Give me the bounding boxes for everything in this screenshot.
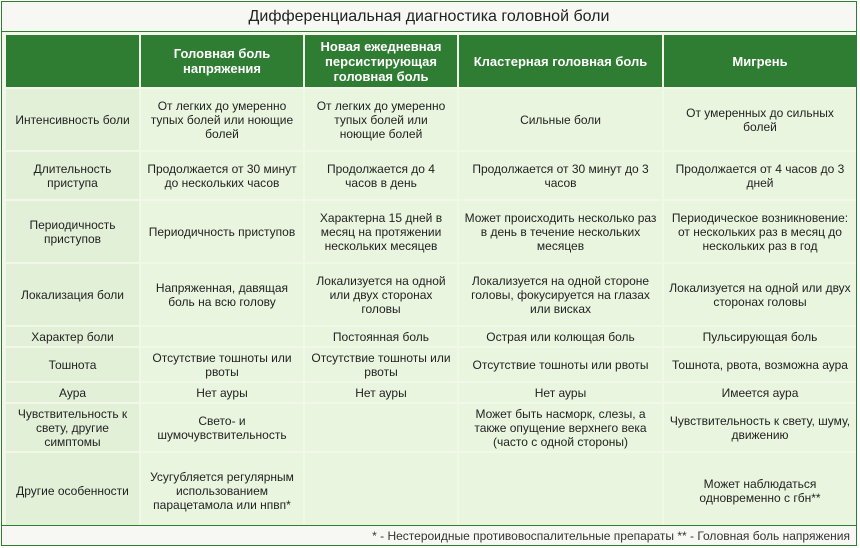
row-header-cell: Характер боли: [6, 327, 139, 346]
table-cell: Свето- и шумочувствительность: [141, 404, 303, 451]
table-cell: [305, 453, 457, 528]
table-row: [6, 89, 856, 150]
row-header-cell: Длительность приступа: [6, 152, 139, 199]
table-cell: Пульсирующая боль: [664, 327, 856, 346]
table-row: [6, 152, 856, 199]
table-cell: [141, 327, 303, 346]
row-header-cell: Периодичность приступов: [6, 201, 139, 262]
table-cell: Напряженная, давящая боль на всю голову: [141, 264, 303, 325]
row-header-cell: Другие особенности: [6, 453, 139, 528]
table-cell: Нет ауры: [459, 383, 662, 402]
table-cell: Имеется аура: [664, 383, 856, 402]
table-cell: Продолжается от 30 минут до нескольких часов: [141, 152, 303, 199]
table-cell: Постоянная боль: [305, 327, 457, 346]
header-cell-cluster: Кластерная головная боль: [459, 35, 662, 87]
header-row: [6, 35, 856, 87]
table-cell: Может происходить несколько раз в день в течение нескольких месяцев: [459, 201, 662, 262]
table-cell: Характерна 15 дней в месяц на протяжении нескольких месяцев: [305, 201, 457, 262]
diagnosis-table: [4, 33, 858, 530]
table-cell: От умеренных до сильных болей: [664, 89, 856, 150]
table-cell: [305, 404, 457, 451]
table-cell: Периодичность приступов: [141, 201, 303, 262]
table-cell: Нет ауры: [305, 383, 457, 402]
row-header-cell: Тошнота: [6, 348, 139, 381]
table-cell: [459, 453, 662, 528]
table-row: [6, 264, 856, 325]
row-header-cell: Интенсивность боли: [6, 89, 139, 150]
table-cell: Периодическое возникновение: от нескольких раз в месяц до нескольких раз в год: [664, 201, 856, 262]
table-row: [6, 201, 856, 262]
table-cell: Острая или колющая боль: [459, 327, 662, 346]
header-cell-ndph: Новая ежедневная персистирующая головная боль: [305, 35, 457, 87]
table-row: [6, 404, 856, 451]
header-cell-tension: Головная боль напряжения: [141, 35, 303, 87]
table-row: [6, 383, 856, 402]
table-cell: Отсутствие тошноты или рвоты: [305, 348, 457, 381]
table-cell: Тошнота, рвота, возможна аура: [664, 348, 856, 381]
table-cell: Локализуется на одной или двух сторонах головы: [305, 264, 457, 325]
row-header-cell: Чувствительность к свету, другие симптомы: [6, 404, 139, 451]
table-cell: Сильные боли: [459, 89, 662, 150]
table-cell: Нет ауры: [141, 383, 303, 402]
table-cell: Отсутствие тошноты или рвоты: [459, 348, 662, 381]
row-header-cell: Локализация боли: [6, 264, 139, 325]
header-cell-empty: [6, 35, 139, 87]
table-row: [6, 327, 856, 346]
table-cell: Может быть насморк, слезы, а также опущение верхнего века (часто с одной стороны): [459, 404, 662, 451]
table-cell: Отсутствие тошноты или рвоты: [141, 348, 303, 381]
table-cell: Чувствительность к свету, шуму, движению: [664, 404, 856, 451]
table-cell: Локализуется на одной или двух сторонах головы: [664, 264, 856, 325]
footnote: * - Нестероидные противовоспалительные препараты ** - Головная боль напряжения: [2, 525, 856, 545]
table-cell: Усугубляется регулярным использованием парацетамола или нпвп*: [141, 453, 303, 528]
table-row: [6, 348, 856, 381]
table-cell: От легких до умеренно тупых болей или ноющие болей: [305, 89, 457, 150]
table-cell: Продолжается от 4 часов до 3 дней: [664, 152, 856, 199]
table-cell: Продолжается до 4 часов в день: [305, 152, 457, 199]
header-cell-migraine: Мигрень: [664, 35, 856, 87]
table-cell: От легких до умеренно тупых болей или ноющие болей: [141, 89, 303, 150]
table-row: [6, 453, 856, 528]
table-frame: [1, 1, 857, 546]
table-cell: Продолжается от 30 минут до 3 часов: [459, 152, 662, 199]
table-title: Дифференциальная диагностика головной боли: [2, 2, 856, 32]
table-cell: Локализуется на одной стороне головы, фокусируется на глазах или висках: [459, 264, 662, 325]
table-cell: Может наблюдаться одновременно с гбн**: [664, 453, 856, 528]
row-header-cell: Аура: [6, 383, 139, 402]
